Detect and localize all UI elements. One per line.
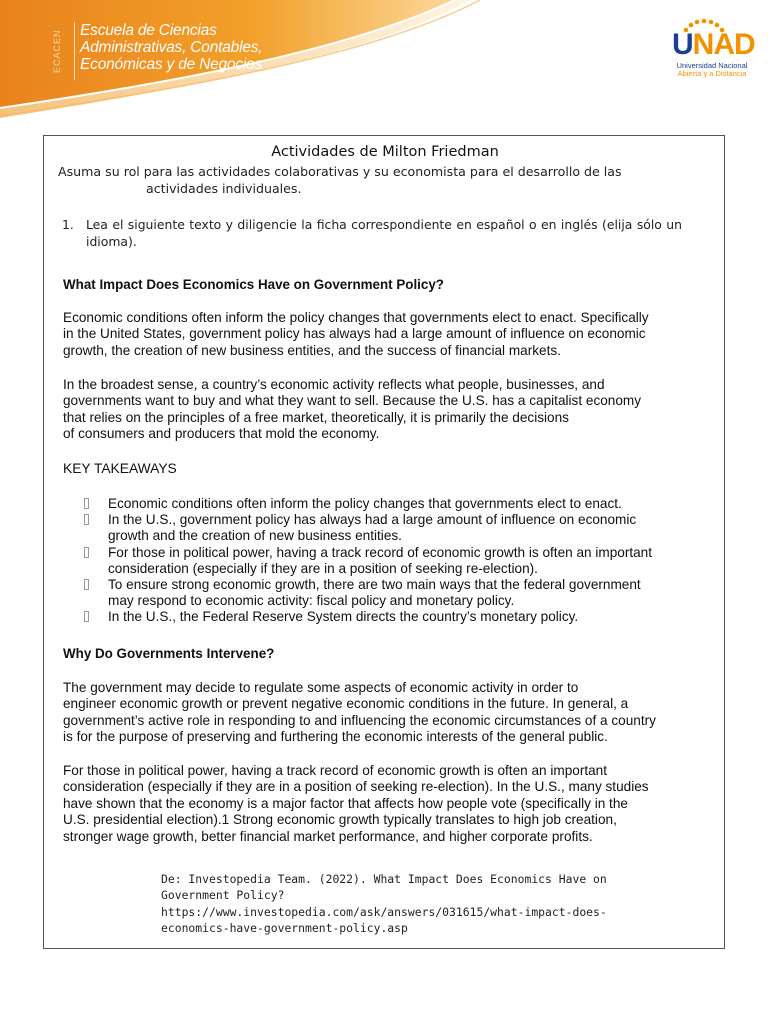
paragraph-line: In the broadest sense, a country’s economic activity reflects what people, businesses, and: [63, 377, 605, 392]
paragraph-line: consideration (especially if they are in a position of seeking re-election). In the U.S., many studies: [63, 779, 649, 795]
bullet-icon: [84, 514, 89, 525]
key-takeaways-label: KEY TAKEAWAYS: [63, 461, 177, 476]
paragraph-4: [63, 763, 703, 845]
paragraph-line: government’s active role in responding to and influencing the economic circumstances of a country: [63, 712, 656, 728]
paragraph-3: [63, 680, 703, 746]
paragraph-line: governments want to buy and what they want to sell. Because the U.S. has a capitalist economy: [63, 393, 642, 409]
paragraph-line: is for the purpose of preserving and furthering the economic interests of the general public.: [63, 729, 608, 745]
bullet-icon: [84, 579, 89, 590]
school-name-line: Económicas y de Negocios: [80, 56, 263, 73]
school-side-label: ECACEN: [52, 29, 62, 73]
school-name-line: Escuela de Ciencias: [80, 22, 217, 39]
paragraph-2: [63, 377, 703, 443]
takeaways-list: [82, 496, 682, 626]
list-item: Economic conditions often inform the policy changes that governments elect to enact.: [82, 496, 682, 512]
paragraph-line: stronger wage growth, better financial market performance, and higher corporate profits.: [63, 828, 593, 844]
paragraph-line: of consumers and producers that mold the economy.: [63, 426, 380, 442]
paragraph-line: U.S. presidential election).1 Strong economic growth typically translates to high job creation,: [63, 812, 617, 828]
paragraph-line: The government may decide to regulate some aspects of economic activity in order to: [63, 680, 579, 695]
list-item: For those in political power, having a track record of economic growth is often an important consideration (especially if they are in a position of seeking re-election).: [82, 545, 682, 577]
list-item: In the U.S., government policy has always had a large amount of influence on economic growth and the creation of new business entities.: [82, 512, 682, 544]
list-item: In the U.S., the Federal Reserve System directs the country’s monetary policy.: [82, 609, 682, 625]
bullet-icon: [84, 611, 89, 622]
intro-line: Asuma su rol para las actividades colaborativas y su economista para el desarrollo de las: [58, 164, 622, 179]
header-banner: [0, 0, 768, 120]
task-text: Lea el siguiente texto y diligencie la ficha correspondiente en español o en inglés (elija sólo un idioma).: [86, 217, 682, 249]
paragraph-line: engineer economic growth or prevent negative economic conditions in the future. In general, a: [63, 696, 629, 712]
list-item: To ensure strong economic growth, there are two main ways that the federal government may respond to economic activity: fiscal policy and monetary policy.: [82, 577, 682, 609]
task-item: [62, 216, 682, 250]
article-heading: What Impact Does Economics Have on Government Policy?: [63, 277, 444, 292]
paragraph-line: in the United States, government policy has always had a large amount of influence on economic: [63, 326, 646, 342]
page-title: Actividades de Milton Friedman: [271, 144, 499, 160]
logo-subtitle-1: Universidad Nacional: [676, 61, 748, 70]
citation-link[interactable]: economics-have-government-policy.asp: [161, 921, 408, 936]
citation-link[interactable]: https://www.investopedia.com/ask/answers/031615/what-impact-does-: [161, 904, 607, 919]
intro-text: [58, 163, 708, 197]
paragraph-line: Economic conditions often inform the policy changes that governments elect to enact. Specifically: [63, 310, 649, 325]
unad-logo: [664, 16, 760, 86]
source-citation: [161, 871, 661, 937]
activity-box: [43, 135, 725, 949]
intro-line: actividades individuales.: [146, 181, 302, 196]
bullet-icon: [84, 498, 89, 509]
citation-line: Government Policy?: [161, 888, 285, 903]
school-name-line: Administrativas, Contables,: [80, 39, 263, 56]
logo-subtitle-2: Abierta y a Distancia: [677, 69, 747, 78]
school-separator: [74, 22, 75, 80]
paragraph-1: [63, 310, 703, 359]
citation-line: De: Investopedia Team. (2022). What Impact Does Economics Have on: [161, 872, 607, 886]
task-number: 1.: [62, 217, 74, 232]
paragraph-line: have shown that the economy is a major factor that affects how people vote (specifically in the: [63, 795, 628, 811]
paragraph-line: that relies on the principles of a free market, theoretically, it is primarily the decisions: [63, 409, 569, 425]
paragraph-line: growth, the creation of new business entities, and the success of financial markets.: [63, 342, 561, 358]
section-heading: Why Do Governments Intervene?: [63, 646, 275, 661]
school-name: [80, 22, 340, 73]
bullet-icon: [84, 547, 89, 558]
paragraph-line: For those in political power, having a track record of economic growth is often an important: [63, 763, 608, 778]
logo-wordmark: UNAD: [672, 28, 755, 61]
